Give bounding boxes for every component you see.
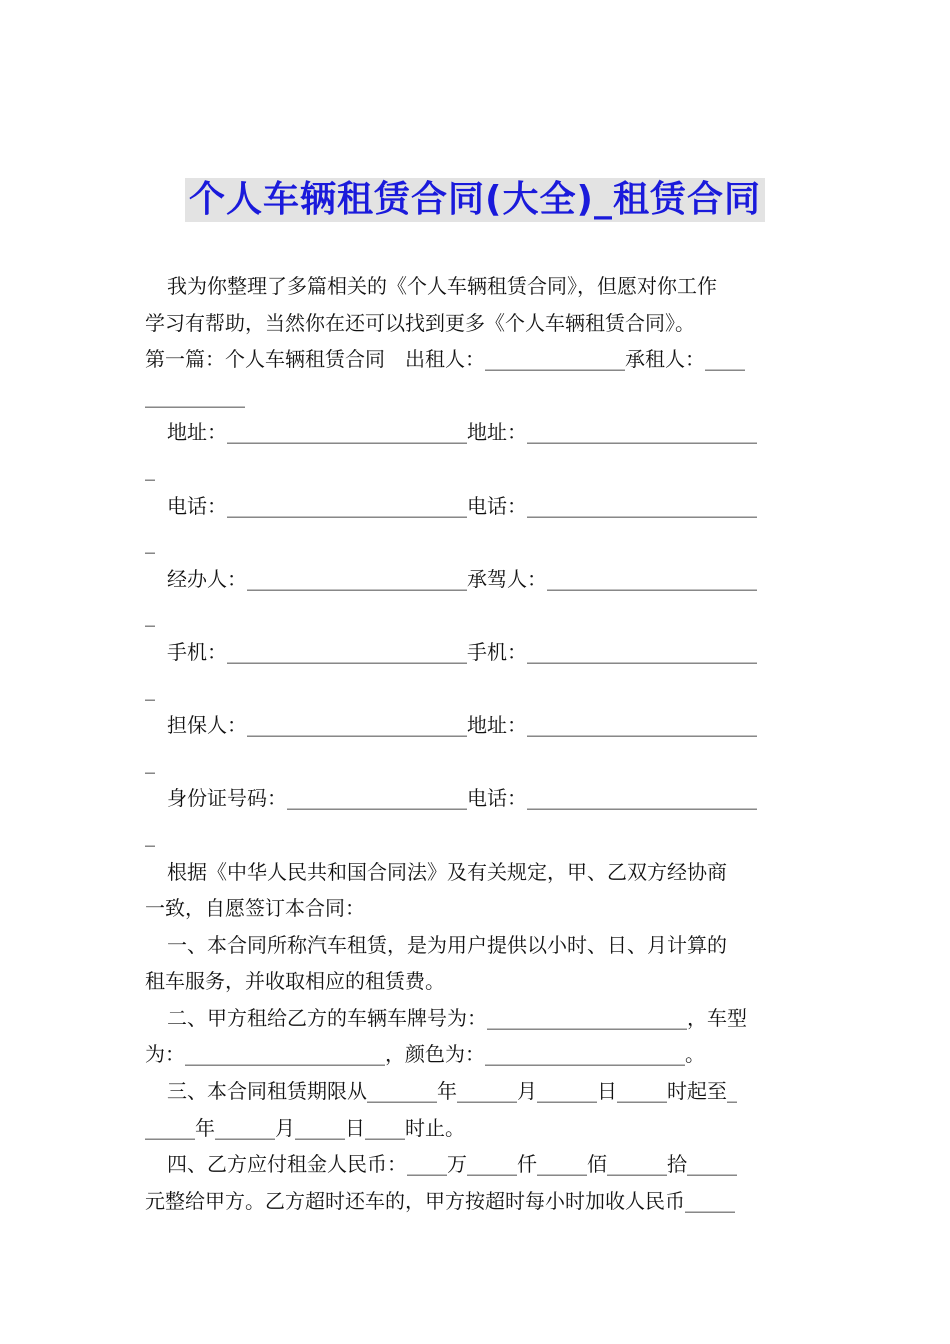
clause-1-line-1: 一、本合同所称汽车租赁，是为用户提供以小时、日、月计算的 <box>167 932 727 957</box>
clause-4-line-1: 四、乙方应付租金人民币：____万_____仟_____佰______拾_____ <box>167 1152 737 1177</box>
intro-line-1: 我为你整理了多篇相关的《个人车辆租赁合同》，但愿对你工作 <box>167 274 717 298</box>
article-1-parties-line: 第一篇：个人车辆租赁合同 出租人：______________承租人：____ <box>145 347 745 372</box>
clause-1-line-2: 租车服务，并收取相应的租赁费。 <box>145 969 445 994</box>
id-number-field-line: 身份证号码：__________________电话：_______________________ <box>167 786 757 811</box>
address-field-line: 地址：________________________地址：_______________________ <box>167 420 757 445</box>
clause-3-line-1: 三、本合同租赁期限从_______年______月______日_____时起至_ <box>167 1079 737 1104</box>
clause-2-line-2: 为：____________________，颜色为：____________________。 <box>145 1042 705 1067</box>
phone-field-line: 电话：________________________电话：_______________________ <box>167 493 757 518</box>
guarantor-field-line-cont: _ <box>145 749 155 774</box>
agent-field-line: 经办人：______________________承驾人：_____________________ <box>167 566 757 591</box>
phone-field-line-cont: _ <box>145 530 155 555</box>
clause-3-line-2: _____年______月_____日____时止。 <box>145 1115 465 1140</box>
title-container <box>0 178 950 222</box>
agent-field-line-cont: _ <box>145 603 155 628</box>
address-field-line-cont: _ <box>145 456 155 481</box>
legal-basis-line-2: 一致，自愿签订本合同： <box>145 896 365 921</box>
clause-2-line-1: 二、甲方租给乙方的车辆车牌号为：____________________，车型 <box>167 1005 747 1030</box>
mobile-field-line: 手机：________________________手机：_______________________ <box>167 639 757 664</box>
article-1-parties-line-cont: __________ <box>145 383 245 408</box>
document-title: 个人车辆租赁合同(大全)_租赁合同 <box>185 178 765 222</box>
intro-line-2: 学习有帮助，当然你在还可以找到更多《个人车辆租赁合同》。 <box>145 310 695 335</box>
legal-basis-line-1: 根据《中华人民共和国合同法》及有关规定，甲、乙双方经协商 <box>167 859 727 884</box>
id-number-field-line-cont: _ <box>145 822 155 847</box>
mobile-field-line-cont: _ <box>145 676 155 701</box>
guarantor-field-line: 担保人：______________________地址：_______________________ <box>167 713 757 738</box>
document-body <box>145 268 807 1219</box>
clause-4-line-2: 元整给甲方。乙方超时还车的，甲方按超时每小时加收人民币_____ <box>145 1188 735 1213</box>
